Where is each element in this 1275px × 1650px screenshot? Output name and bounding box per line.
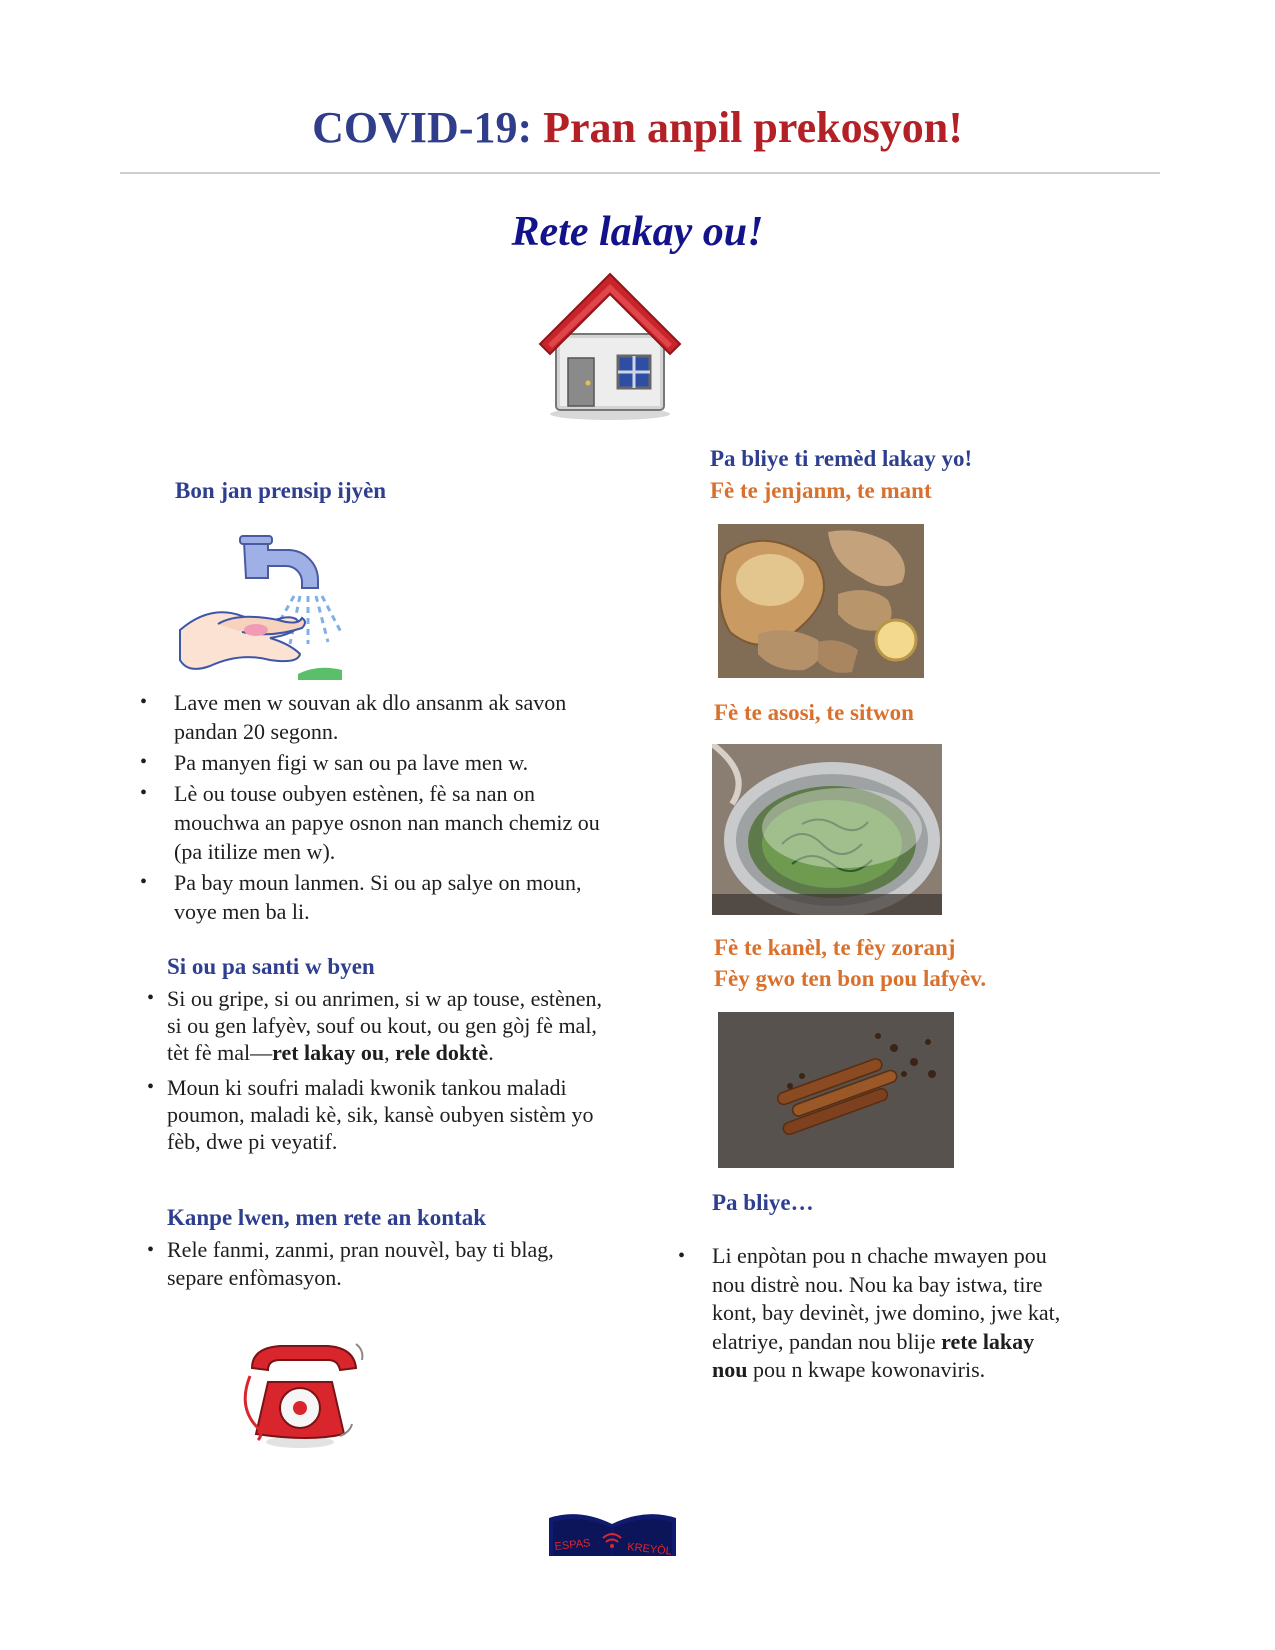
bullet-icon: • <box>147 987 155 1009</box>
boiling-pot-photo <box>712 744 942 915</box>
heading-dont-forget: Pa bliye… <box>712 1190 814 1215</box>
list-item: • Li enpòtan pou n chache mwayen pou nou distrè nou. Nou ka bay istwa, tire kont, bay devinèt, jwe domino, jwe kat, elatriye, pandan nou blije rete lakay nou pou n kwape kowonaviris. <box>678 1243 1061 1383</box>
list-item: • Lave men w souvan ak dlo ansanm ak savon pandan 20 segonn. <box>140 690 567 744</box>
heading-hygiene: Bon jan prensip ijyèn <box>175 478 387 503</box>
dont-forget-list <box>678 1242 1062 1385</box>
house-icon <box>530 268 690 428</box>
hygiene-list <box>140 688 614 926</box>
sick-list <box>147 985 609 1155</box>
list-item: • Si ou gripe, si ou anrimen, si w ap touse, estènen, si ou gen lafyèv, souf ou kout, ou gen gòj fè mal, tèt fè mal—ret lakay ou, rele doktè. <box>147 986 603 1065</box>
list-item: • Pa manyen figi w san ou pa lave men w. <box>140 750 529 775</box>
label-fever-leaves: Fèy gwo ten bon pou lafyèv. <box>714 966 987 991</box>
handwashing-icon <box>178 534 342 680</box>
label-cinnamon-tea: Fè te kanèl, te fèy zoranj <box>714 935 956 960</box>
bullet-icon: • <box>140 751 148 773</box>
contact-list <box>147 1236 567 1292</box>
heading-keep-distance: Kanpe lwen, men rete an kontak <box>167 1205 487 1230</box>
bullet-icon: • <box>140 691 148 713</box>
title-precautions: Pran anpil prekosyon! <box>543 103 963 152</box>
list-item: • Lè ou touse oubyen estènen, fè sa nan on mouchwa an papye osnon nan manch chemiz ou (pa itilize men w). <box>140 781 600 864</box>
heading-feeling-sick: Si ou pa santi w byen <box>167 954 375 979</box>
title-covid: COVID-19: <box>312 103 533 152</box>
title-divider <box>120 172 1160 174</box>
logo-lettering: ESPAS <box>554 1537 591 1553</box>
list-item: • Pa bay moun lanmen. Si ou ap salye on moun, voye men ba li. <box>140 870 582 924</box>
subtitle-stay-home: Rete lakay ou! <box>511 209 764 255</box>
bullet-icon: • <box>147 1076 155 1098</box>
svg-text:KREYÒL: KREYÒL <box>626 1541 673 1556</box>
page-title <box>0 102 1275 153</box>
telephone-icon <box>240 1320 370 1450</box>
label-ginger-tea: Fè te jenjanm, te mant <box>710 478 932 503</box>
list-item: • Moun ki soufri maladi kwonik tankou maladi poumon, maladi kè, sik, kansè oubyen sistèm yo fèb, dwe pi veyatif. <box>147 1075 594 1154</box>
espas-kreyol-logo <box>545 1510 680 1556</box>
bullet-icon: • <box>140 871 148 893</box>
list-item: • Rele fanmi, zanmi, pran nouvèl, bay ti blag, separe enfòmasyon. <box>147 1237 554 1290</box>
bullet-icon: • <box>140 782 148 804</box>
heading-home-remedies: Pa bliye ti remèd lakay yo! <box>710 446 973 471</box>
label-soursop-tea: Fè te asosi, te sitwon <box>714 700 914 725</box>
cinnamon-photo <box>718 1012 954 1168</box>
bullet-icon: • <box>678 1245 686 1267</box>
ginger-photo <box>718 524 924 678</box>
bullet-icon: • <box>147 1239 155 1261</box>
